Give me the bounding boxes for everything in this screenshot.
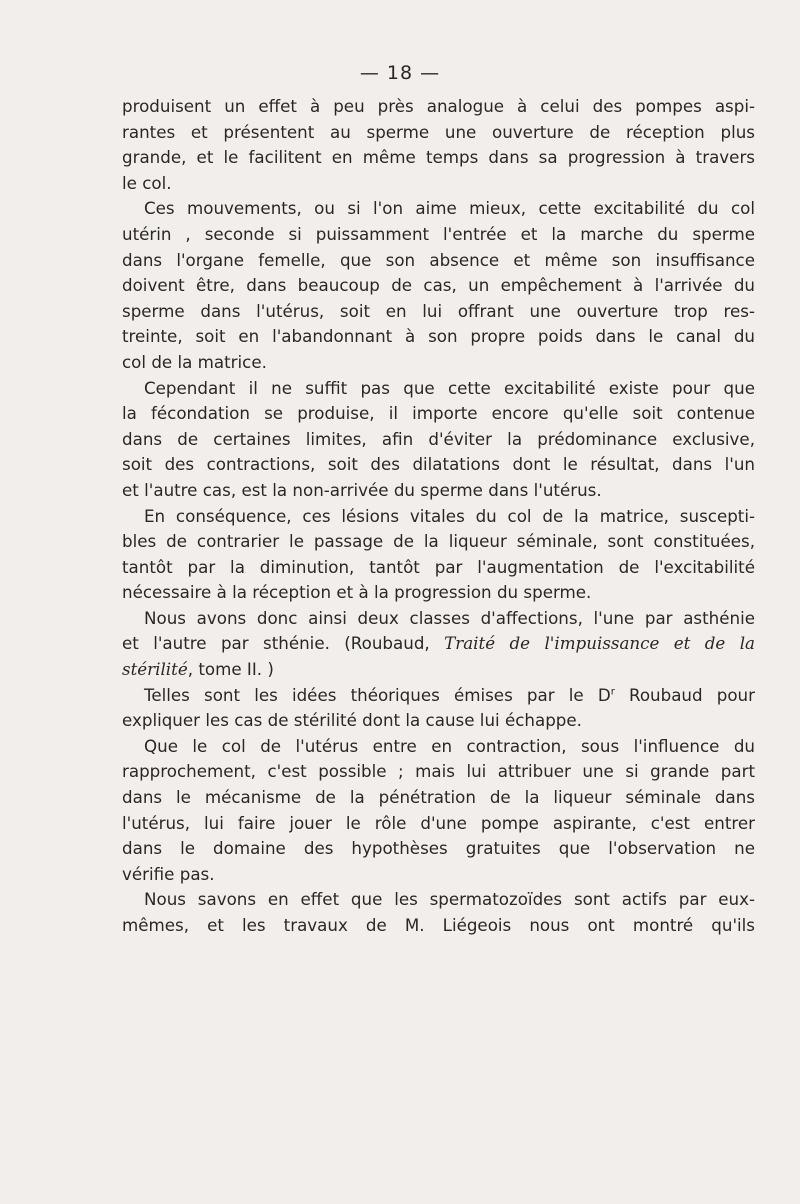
text-line: l'utérus, lui faire jouer le rôle d'une pompe aspirante, c'est entrer: [122, 812, 755, 833]
text-line: col de la matrice.: [122, 351, 267, 372]
text-line: soit des contractions, soit des dilatations dont le résultat, dans l'un: [122, 454, 755, 475]
text-line: rantes et présentent au sperme une ouverture de réception plus: [122, 121, 755, 142]
body-text: [122, 94, 755, 939]
text-line: bles de contrarier le passage de la liqueur séminale, sont constituées,: [122, 531, 755, 552]
text-line: Nous avons donc ainsi deux classes d'affections, l'une par asthénie: [144, 607, 755, 628]
superscript: r: [610, 686, 615, 698]
text-line: sperme dans l'utérus, soit en lui offrant une ouverture trop res-: [122, 300, 755, 321]
text-line: mêmes, et les travaux de M. Liégeois nous ont montré qu'ils: [122, 915, 755, 935]
text-line: nécessaire à la réception et à la progression du sperme.: [122, 582, 592, 603]
text-line: [122, 683, 755, 709]
text-line: doivent être, dans beaucoup de cas, un empêchement à l'arrivée du: [122, 275, 755, 296]
text-segment: , tome II. ): [187, 659, 274, 680]
text-line: vérifie pas.: [122, 863, 215, 884]
text-line: Ces mouvements, ou si l'on aime mieux, cette excitabilité du col: [144, 198, 755, 219]
text-line: Cependant il ne suffit pas que cette excitabilité existe pour que: [144, 377, 755, 398]
text-line: [122, 631, 755, 657]
text-line: grande, et le facilitent en même temps dans sa progression à travers: [122, 147, 755, 168]
text-line: utérin , seconde si puissamment l'entrée et la marche du sperme: [122, 223, 755, 244]
text-line: expliquer les cas de stérilité dont la cause lui échappe.: [122, 710, 582, 731]
text-line: dans de certaines limites, afin d'éviter la prédominance exclusive,: [122, 428, 755, 449]
text-segment: Roubaud pour: [614, 684, 755, 705]
text-line: tantôt par la diminution, tantôt par l'augmentation de l'excitabilité: [122, 556, 755, 577]
text-line: dans l'organe femelle, que son absence et même son insuffisance: [122, 249, 755, 270]
text-line: la fécondation se produise, il importe encore qu'elle soit contenue: [122, 403, 755, 424]
text-segment: et l'autre par sthénie. (Roubaud,: [122, 633, 445, 654]
text-line: dans le mécanisme de la pénétration de la liqueur séminale dans: [122, 787, 755, 808]
text-line: Nous savons en effet que les spermatozoïdes sont actifs par eux-: [144, 889, 755, 910]
text-line: [122, 657, 755, 683]
text-line: le col.: [122, 172, 172, 193]
page-number: — 18 —: [359, 62, 441, 84]
text-line: dans le domaine des hypothèses gratuites que l'observation ne: [122, 838, 755, 859]
text-line: treinte, soit en l'abandonnant à son propre poids dans le canal du: [122, 326, 755, 347]
text-segment: Telles sont les idées théoriques émises par le D: [144, 684, 611, 705]
book-title-italic: stérilité: [122, 659, 188, 680]
text-line: rapprochement, c'est possible ; mais lui attribuer une si grande part: [122, 761, 755, 782]
book-title-italic: Traité de l'impuissance et de la: [444, 633, 755, 654]
text-line: En conséquence, ces lésions vitales du col de la matrice, suscepti-: [144, 505, 755, 526]
text-line: Que le col de l'utérus entre en contraction, sous l'influence du: [144, 735, 755, 756]
text-line: produisent un effet à peu près analogue à celui des pompes aspi-: [122, 96, 755, 116]
text-line: et l'autre cas, est la non-arrivée du sperme dans l'utérus.: [122, 479, 602, 500]
